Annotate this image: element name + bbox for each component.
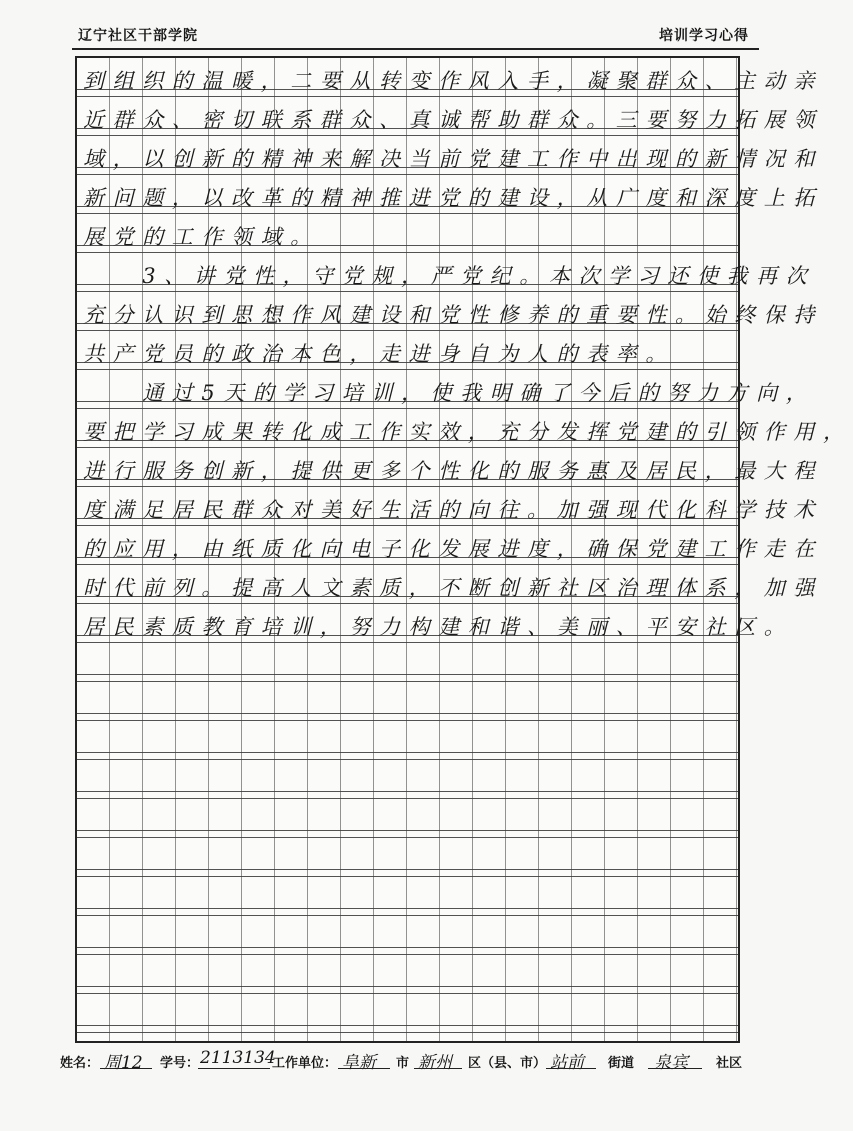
name-label: 姓名： bbox=[60, 1056, 100, 1071]
street-value: 站前 bbox=[550, 1053, 584, 1073]
page-header bbox=[72, 20, 759, 50]
name-value: 周12 bbox=[104, 1053, 143, 1073]
text-line: 新问题，以改革的精神推进党的建设，从广度和深度上拓 bbox=[83, 186, 823, 210]
city-underline bbox=[338, 1068, 390, 1069]
id-value: 2113134 bbox=[200, 1048, 276, 1068]
text-line: 的应用，由纸质化向电子化发展进度，确保党建工作走在 bbox=[83, 537, 823, 561]
community-value: 泉宾 bbox=[654, 1053, 688, 1073]
city-value: 阜新 bbox=[342, 1053, 376, 1073]
text-line: 时代前列。提高人文素质，不断创新社区治理体系，加强 bbox=[83, 576, 823, 600]
name-underline bbox=[100, 1068, 152, 1069]
text-line: 共产党员的政治本色，走进身自为人的表率。 bbox=[83, 342, 675, 366]
writing-grid bbox=[75, 56, 853, 1043]
id-underline bbox=[198, 1068, 270, 1069]
community-label: 社区 bbox=[716, 1056, 743, 1071]
unit-label: 工作单位： bbox=[272, 1056, 338, 1071]
header-rule bbox=[72, 48, 759, 50]
text-line: 近群众、密切联系群众、真诚帮助群众。三要努力拓展领 bbox=[83, 108, 823, 132]
institution-name: 辽宁社区干部学院 bbox=[78, 28, 198, 44]
text-line: 到组织的温暖，二要从转变作风入手，凝聚群众、主动亲 bbox=[83, 69, 823, 93]
district-underline bbox=[414, 1068, 462, 1069]
text-line: 展党的工作领域。 bbox=[83, 225, 320, 249]
text-line: 充分认识到思想作风建设和党性修养的重要性。始终保持 bbox=[83, 303, 823, 327]
street-underline bbox=[546, 1068, 596, 1069]
id-label: 学号： bbox=[160, 1056, 200, 1071]
student-info-footer bbox=[60, 1046, 769, 1072]
text-line: 3、讲党性，守党规，严党纪。本次学习还使我再次 bbox=[83, 264, 816, 288]
street-label: 街道 bbox=[608, 1056, 635, 1071]
text-line: 进行服务创新，提供更多个性化的服务惠及居民，最大程 bbox=[83, 459, 823, 483]
district-label: 区（县、市） bbox=[468, 1056, 547, 1071]
city-label: 市 bbox=[396, 1056, 410, 1071]
document-type: 培训学习心得 bbox=[659, 28, 749, 44]
handwritten-text bbox=[83, 66, 853, 651]
text-line: 度满足居民群众对美好生活的向往。加强现代化科学技术 bbox=[83, 498, 823, 522]
text-line: 通过5天的学习培训，使我明确了今后的努力方向， bbox=[83, 381, 816, 405]
text-line: 域，以创新的精神来解决当前党建工作中出现的新情况和 bbox=[83, 147, 823, 171]
text-line: 居民素质教育培训，努力构建和谐、美丽、平安社区。 bbox=[83, 615, 794, 639]
district-value: 新州 bbox=[418, 1053, 452, 1073]
community-underline bbox=[648, 1068, 702, 1069]
text-line: 要把学习成果转化成工作实效，充分发挥党建的引领作用， bbox=[83, 420, 853, 444]
